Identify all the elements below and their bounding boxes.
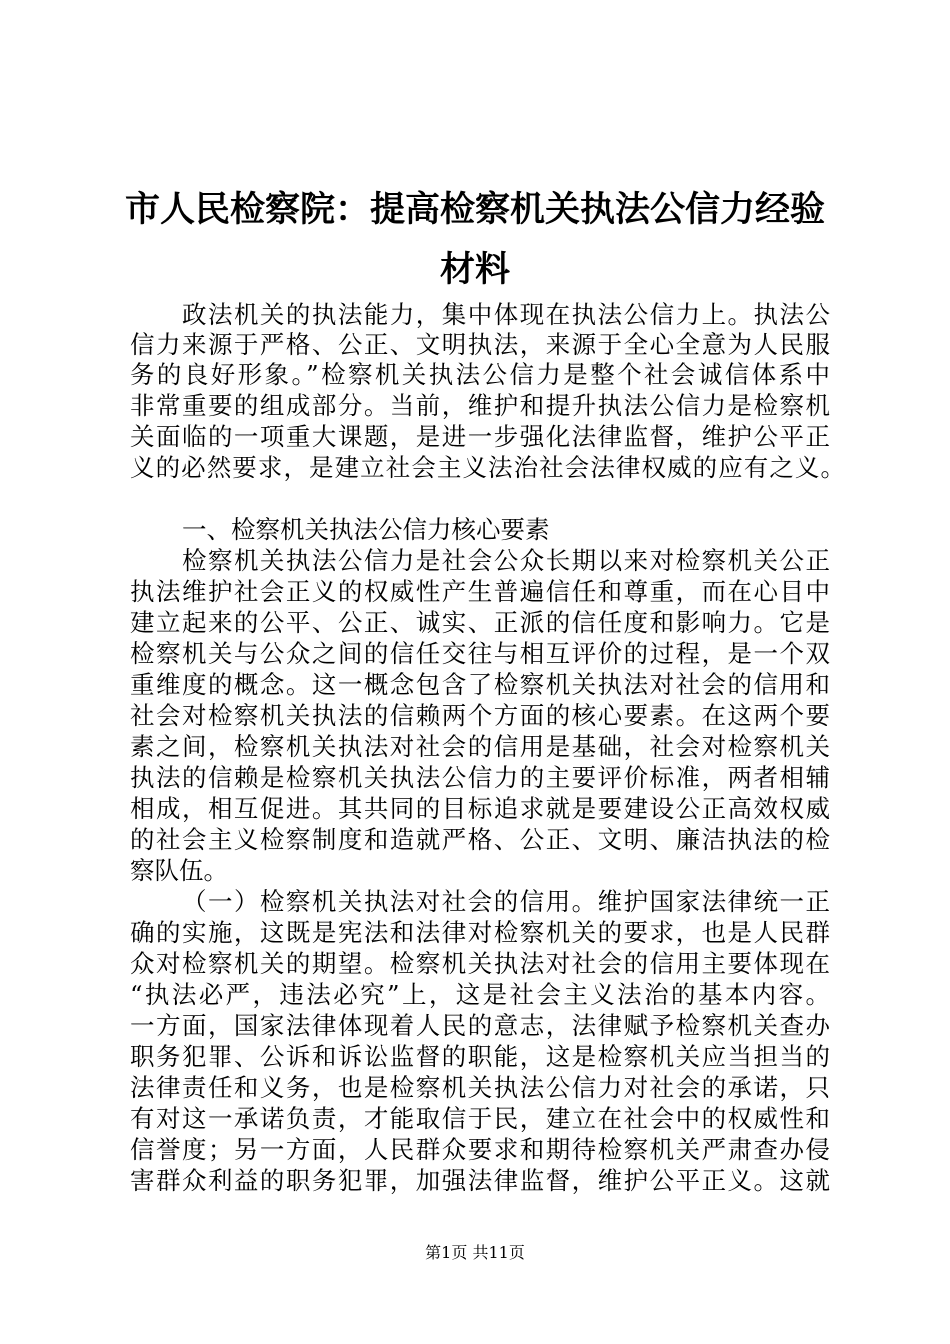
section1-line: 检察机关与公众之间的信任交往与相互评价的过程，是一个双 xyxy=(130,639,830,668)
document-title-line-1: 市人民检察院：提高检察机关执法公信力经验 xyxy=(124,190,825,230)
section1-line: 社会对检察机关执法的信赖两个方面的核心要素。在这两个要 xyxy=(130,701,830,730)
document-title-line-2: 材料 xyxy=(439,250,510,290)
subsection1-line: 职务犯罪、公诉和诉讼监督的职能，这是检察机关应当担当的 xyxy=(130,1042,830,1071)
section-heading: 一、检察机关执法公信力核心要素 xyxy=(182,515,550,544)
subsection1-line: “执法必严，违法必究”上，这是社会主义法治的基本内容。 xyxy=(130,980,830,1009)
section1-line: 察队伍。 xyxy=(130,856,228,885)
subsection1-line: 众对检察机关的期望。检察机关执法对社会的信用主要体现在 xyxy=(130,949,830,978)
section1-line: 检察机关执法公信力是社会公众长期以来对检察机关公正 xyxy=(182,546,830,575)
section1-line: 执法维护社会正义的权威性产生普遍信任和尊重，而在心目中 xyxy=(130,577,830,606)
page-footer xyxy=(0,1243,950,1263)
intro-line: 义的必然要求，是建立社会主义法治社会法律权威的应有之义。 xyxy=(130,453,845,482)
intro-line: 关面临的一项重大课题，是进一步强化法律监督，维护公平正 xyxy=(130,422,830,451)
subsection1-line: 信誉度；另一方面，人民群众要求和期待检察机关严肃查办侵 xyxy=(130,1135,830,1164)
intro-line: 政法机关的执法能力，集中体现在执法公信力上。执法公 xyxy=(182,300,830,329)
page-number: 第1页 xyxy=(425,1243,468,1262)
section1-line: 建立起来的公平、公正、诚实、正派的信任度和影响力。它是 xyxy=(130,608,830,637)
intro-line: 务的良好形象。”检察机关执法公信力是整个社会诚信体系中 xyxy=(130,360,830,389)
intro-line: 非常重要的组成部分。当前，维护和提升执法公信力是检察机 xyxy=(130,391,830,420)
subsection1-line: 害群众利益的职务犯罪，加强法律监督，维护公平正义。这就 xyxy=(130,1166,830,1195)
section1-line: 素之间，检察机关执法对社会的信用是基础，社会对检察机关 xyxy=(130,732,830,761)
subsection1-line: 确的实施，这既是宪法和法律对检察机关的要求，也是人民群 xyxy=(130,918,830,947)
subsection1-line: 一方面，国家法律体现着人民的意志，法律赋予检察机关查办 xyxy=(130,1011,830,1040)
section1-line: 相成，相互促进。其共同的目标追求就是要建设公正高效权威 xyxy=(130,794,830,823)
section1-line: 重维度的概念。这一概念包含了检察机关执法对社会的信用和 xyxy=(130,670,830,699)
subsection1-line: 法律责任和义务，也是检察机关执法公信力对社会的承诺，只 xyxy=(130,1073,830,1102)
intro-line: 信力来源于严格、公正、文明执法，来源于全心全意为人民服 xyxy=(130,330,830,359)
subsection1-line: （一）检察机关执法对社会的信用。维护国家法律统一正 xyxy=(182,887,830,916)
section1-line: 的社会主义检察制度和造就严格、公正、文明、廉洁执法的检 xyxy=(130,825,830,854)
section1-line: 执法的信赖是检察机关执法公信力的主要评价标准，两者相辅 xyxy=(130,763,830,792)
page-total: 共11页 xyxy=(472,1243,525,1262)
subsection1-line: 有对这一承诺负责，才能取信于民，建立在社会中的权威性和 xyxy=(130,1104,830,1133)
